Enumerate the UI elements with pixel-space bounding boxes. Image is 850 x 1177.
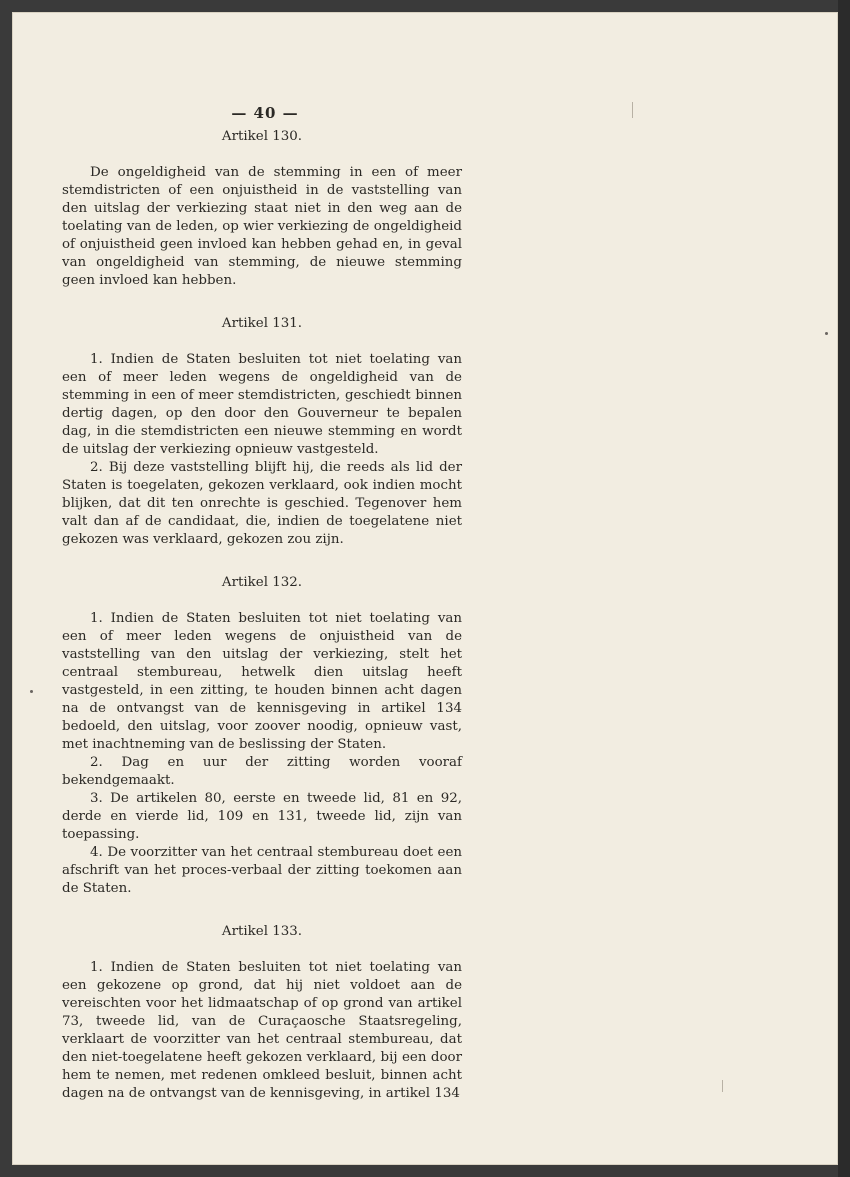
- scan-scratch: [722, 1080, 723, 1092]
- scan-speck: [825, 332, 828, 335]
- article-133-paragraph-1: 1. Indien de Staten besluiten tot niet toelating van een gekozene op grond, dat hij niet voldoet aan de vereischten voor het lidmaatschap of op grond van artikel 73, tweede lid, van de Curaçaosche Staatsregeling, verklaart de voorzitter van het centraal stembureau, dat den niet-toegelatene heeft gekozen verklaard, bij een door hem te nemen, met redenen omkleed besluit, binnen acht dagen na de ontvangst van de kennisgeving, in artikel 134: [62, 960, 462, 1101]
- article-131-paragraph-2: 2. Bij deze vaststelling blijft hij, die reeds als lid der Staten is toegelaten, gekozen verklaard, ook indien mocht blijken, dat dit ten onrechte is geschied. Tegenover hem valt dan af de candidaat, die, indien de toegelatene niet gekozen was verklaard, gekozen zou zijn.: [62, 460, 462, 547]
- article-title-131: Artikel 131.: [221, 316, 303, 331]
- article-title-130: Artikel 130.: [221, 129, 303, 144]
- text-column: [62, 102, 462, 1103]
- scan-border: [838, 0, 850, 1177]
- article-132-paragraph-1: 1. Indien de Staten besluiten tot niet toelating van een of meer leden wegens de onjuistheid van de vaststelling van den uitslag der verkiezing, stelt het centraal stembureau, hetwelk dien uitslag heeft vastgesteld, in een zitting, te houden binnen acht dagen na de ontvangst van de kennisgeving in artikel 134 bedoeld, den uitslag, voor zoover noodig, opnieuw vast, met inachtneming van de beslissing der Staten.: [62, 611, 462, 752]
- scan-speck: [30, 690, 33, 693]
- document-page: [12, 12, 838, 1165]
- article-130-paragraph: De ongeldigheid van de stemming in een of meer stemdistricten of een onjuistheid in de vaststelling van den uitslag der verkiezing staat niet in den weg aan de toelating van de leden, op wier verkiezing de ongeldigheid of onjuistheid geen invloed kan hebben gehad en, in geval van ongeldigheid van stemming, de nieuwe stemming geen invloed kan hebben.: [62, 165, 462, 288]
- article-131-paragraph-1: 1. Indien de Staten besluiten tot niet toelating van een of meer leden wegens de ongeldigheid van de stemming in een of meer stemdistricten, geschiedt binnen dertig dagen, op den door den Gouverneur te bepalen dag, in die stemdistricten een nieuwe stemming en wordt de uitslag der verkiezing opnieuw vastgesteld.: [62, 352, 462, 457]
- article-title-133: Artikel 133.: [221, 924, 303, 939]
- article-132-paragraph-4: 4. De voorzitter van het centraal stembureau doet een afschrift van het proces-verbaal der zitting toekomen aan de Staten.: [62, 845, 462, 896]
- article-title-132: Artikel 132.: [221, 575, 303, 590]
- article-132-paragraph-3: 3. De artikelen 80, eerste en tweede lid, 81 en 92, derde en vierde lid, 109 en 131, tweede lid, zijn van toepassing.: [62, 791, 462, 842]
- article-132-paragraph-2: 2. Dag en uur der zitting worden vooraf bekendgemaakt.: [62, 755, 462, 788]
- page-number: — 40 —: [231, 104, 299, 122]
- scan-scratch: [632, 102, 633, 118]
